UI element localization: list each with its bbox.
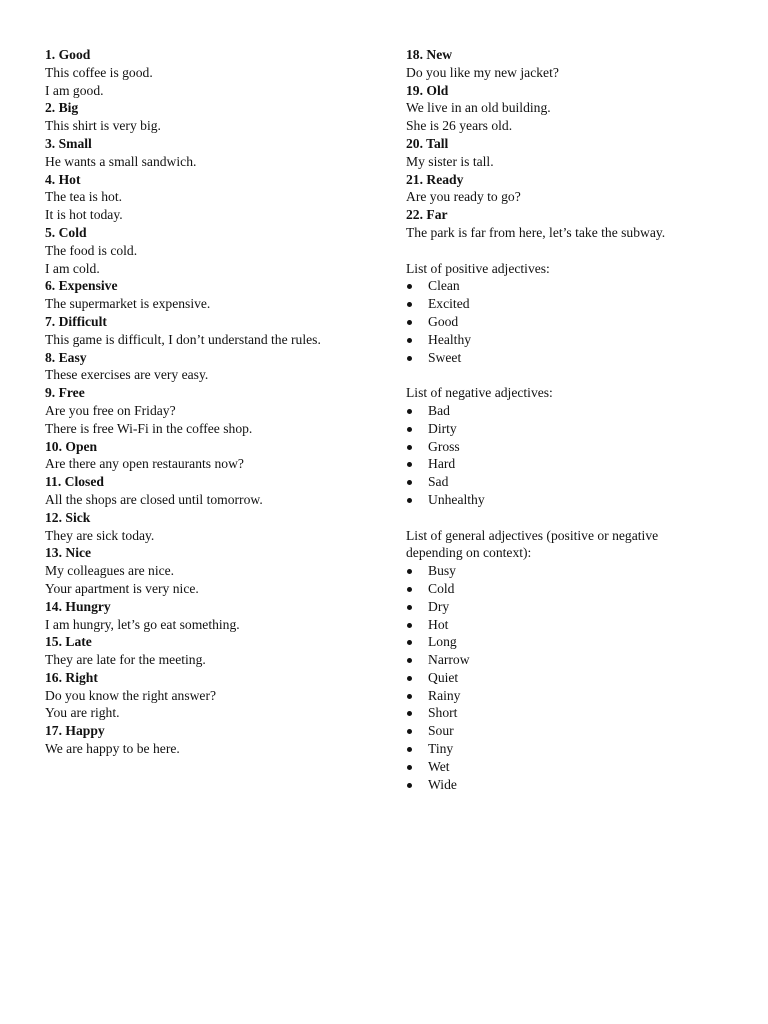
example-sentence: All the shops are closed until tomorrow. <box>45 491 263 507</box>
entry-title: 20. Tall <box>406 135 449 151</box>
adjective-entry <box>45 224 390 277</box>
list-item <box>406 740 751 758</box>
bullet-icon <box>407 711 412 716</box>
example-sentence: You are right. <box>45 705 120 721</box>
example-sentence: Are you free on Friday? <box>45 402 176 418</box>
example-sentence: We live in an old building. <box>406 100 551 116</box>
list-item <box>406 313 751 331</box>
entry-title: 16. Right <box>45 669 98 685</box>
entry-title: 14. Hungry <box>45 598 111 614</box>
bullet-icon <box>407 587 412 592</box>
bullet-icon <box>407 729 412 734</box>
bullet-icon <box>407 694 412 699</box>
list-item-label: Sweet <box>428 349 462 365</box>
entry-title: 6. Expensive <box>45 278 118 294</box>
bullet-icon <box>407 427 412 432</box>
list-item-label: Cold <box>428 580 455 596</box>
entry-title: 22. Far <box>406 207 448 223</box>
adjective-entry <box>45 722 390 758</box>
bullet-icon <box>407 747 412 752</box>
list-item <box>406 580 751 598</box>
entry-title: 11. Closed <box>45 474 104 490</box>
example-sentence: He wants a small sandwich. <box>45 153 197 169</box>
adjective-entry <box>45 438 390 474</box>
list-item <box>406 722 751 740</box>
bullet-list <box>406 562 751 793</box>
example-sentence: My sister is tall. <box>406 153 494 169</box>
example-sentence: She is 26 years old. <box>406 118 513 134</box>
list-item-label: Dirty <box>428 420 457 436</box>
example-sentence: These exercises are very easy. <box>45 367 209 383</box>
bullet-icon <box>407 783 412 788</box>
bullet-icon <box>407 640 412 645</box>
entry-title: 13. Nice <box>45 545 92 561</box>
adjective-entry <box>45 171 390 224</box>
adjective-lists <box>406 260 751 794</box>
example-sentence: They are sick today. <box>45 527 155 543</box>
list-item-label: Bad <box>428 402 450 418</box>
list-item-label: Wet <box>428 758 450 774</box>
bullet-icon <box>407 302 412 307</box>
adjective-entry <box>406 206 751 242</box>
list-item-label: Quiet <box>428 669 459 685</box>
entry-title: 1. Good <box>45 47 91 62</box>
entry-title: 12. Sick <box>45 509 91 525</box>
list-item-label: Busy <box>428 563 456 579</box>
bullet-icon <box>407 676 412 681</box>
entry-title: 17. Happy <box>45 723 105 739</box>
list-item <box>406 295 751 313</box>
list-item <box>406 402 751 420</box>
right-entries <box>406 46 751 242</box>
example-sentence: Are you ready to go? <box>406 189 521 205</box>
bullet-icon <box>407 284 412 289</box>
example-sentence: The food is cold. <box>45 242 138 258</box>
example-sentence: My colleagues are nice. <box>45 563 175 579</box>
list-item <box>406 562 751 580</box>
list-item <box>406 616 751 634</box>
list-heading: List of positive adjectives: <box>406 260 550 276</box>
adjective-list-section <box>406 260 751 367</box>
entry-title: 3. Small <box>45 135 92 151</box>
list-item-label: Tiny <box>428 741 454 757</box>
list-item <box>406 438 751 456</box>
list-item-label: Good <box>428 313 459 329</box>
bullet-icon <box>407 356 412 361</box>
adjective-entry <box>45 277 390 313</box>
adjective-list-section <box>406 384 751 509</box>
adjective-entry <box>45 544 390 597</box>
example-sentence: I am good. <box>45 82 104 98</box>
adjective-entry <box>45 384 390 437</box>
adjective-entry <box>45 473 390 509</box>
bullet-icon <box>407 605 412 610</box>
adjective-entry <box>45 669 390 722</box>
list-item-label: Excited <box>428 296 470 312</box>
list-item <box>406 669 751 687</box>
example-sentence: This shirt is very big. <box>45 118 161 134</box>
adjective-entry <box>406 82 751 135</box>
bullet-list <box>406 277 751 366</box>
adjective-entry <box>45 135 390 171</box>
example-sentence: The park is far from here, let’s take the subway. <box>406 224 666 240</box>
right-column <box>406 46 751 793</box>
entry-title: 8. Easy <box>45 349 87 365</box>
example-sentence: We are happy to be here. <box>45 741 180 757</box>
entry-title: 5. Cold <box>45 224 87 240</box>
list-item-label: Sour <box>428 723 454 739</box>
bullet-icon <box>407 765 412 770</box>
list-heading: List of negative adjectives: <box>406 385 553 401</box>
list-item-label: Hot <box>428 616 449 632</box>
list-item <box>406 473 751 491</box>
list-item <box>406 420 751 438</box>
example-sentence: There is free Wi-Fi in the coffee shop. <box>45 420 253 436</box>
list-item <box>406 633 751 651</box>
adjective-entry <box>45 99 390 135</box>
example-sentence: The tea is hot. <box>45 189 123 205</box>
adjective-entry <box>45 598 390 634</box>
entry-title: 15. Late <box>45 634 92 650</box>
example-sentence: I am hungry, let’s go eat something. <box>45 616 240 632</box>
bullet-icon <box>407 498 412 503</box>
list-item-label: Gross <box>428 438 460 454</box>
bullet-icon <box>407 569 412 574</box>
list-item-label: Short <box>428 705 458 721</box>
example-sentence: Do you know the right answer? <box>45 687 217 703</box>
adjective-entry <box>45 509 390 545</box>
list-item-label: Rainy <box>428 687 461 703</box>
bullet-icon <box>407 409 412 414</box>
entry-title: 9. Free <box>45 385 85 401</box>
example-sentence: Your apartment is very nice. <box>45 580 199 596</box>
list-item <box>406 704 751 722</box>
bullet-icon <box>407 445 412 450</box>
left-column <box>45 46 390 758</box>
list-item-label: Healthy <box>428 331 472 347</box>
bullet-icon <box>407 338 412 343</box>
list-item <box>406 349 751 367</box>
list-item <box>406 455 751 473</box>
list-item <box>406 687 751 705</box>
list-item <box>406 331 751 349</box>
entry-title: 2. Big <box>45 100 79 116</box>
example-sentence: Do you like my new jacket? <box>406 64 559 80</box>
example-sentence: It is hot today. <box>45 207 123 223</box>
list-item <box>406 651 751 669</box>
list-item-label: Long <box>428 634 457 650</box>
adjective-list-section <box>406 527 751 794</box>
bullet-icon <box>407 480 412 485</box>
list-item-label: Dry <box>428 598 450 614</box>
list-item-label: Unhealthy <box>428 491 485 507</box>
list-item <box>406 758 751 776</box>
adjective-entry <box>406 46 751 82</box>
entry-title: 18. New <box>406 47 453 62</box>
list-item-label: Narrow <box>428 652 470 668</box>
adjective-entry <box>45 313 390 349</box>
entry-title: 19. Old <box>406 82 449 98</box>
list-item-label: Sad <box>428 474 449 490</box>
list-item-label: Hard <box>428 456 456 472</box>
example-sentence: Are there any open restaurants now? <box>45 456 244 472</box>
list-item-label: Wide <box>428 776 457 792</box>
example-sentence: This game is difficult, I don’t understand the rules. <box>45 331 321 347</box>
bullet-icon <box>407 623 412 628</box>
example-sentence: This coffee is good. <box>45 64 153 80</box>
list-item <box>406 598 751 616</box>
list-item <box>406 491 751 509</box>
entry-title: 4. Hot <box>45 171 81 187</box>
entry-title: 7. Difficult <box>45 313 107 329</box>
example-sentence: They are late for the meeting. <box>45 652 206 668</box>
adjective-entry <box>406 135 751 171</box>
list-heading: List of general adjectives (positive or negative <box>406 527 659 543</box>
entry-title: 21. Ready <box>406 171 464 187</box>
bullet-list <box>406 402 751 509</box>
adjective-entry <box>45 46 390 99</box>
adjective-entry <box>45 633 390 669</box>
list-item <box>406 277 751 295</box>
adjective-entry <box>45 349 390 385</box>
bullet-icon <box>407 658 412 663</box>
example-sentence: I am cold. <box>45 260 100 276</box>
list-item <box>406 776 751 794</box>
entry-title: 10. Open <box>45 438 98 454</box>
bullet-icon <box>407 320 412 325</box>
example-sentence: The supermarket is expensive. <box>45 296 211 312</box>
list-heading: depending on context): <box>406 545 532 561</box>
adjective-entry <box>406 171 751 207</box>
list-item-label: Clean <box>428 278 460 294</box>
bullet-icon <box>407 462 412 467</box>
